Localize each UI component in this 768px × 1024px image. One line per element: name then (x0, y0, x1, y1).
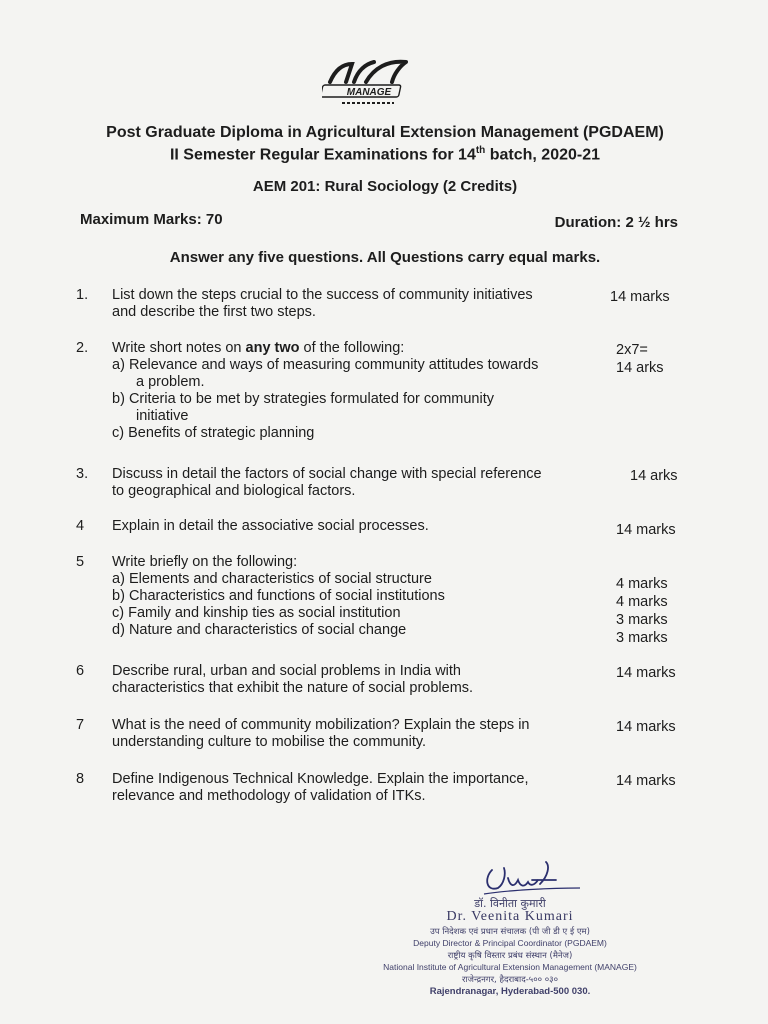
signatory-name: Dr. Veenita Kumari (446, 909, 574, 924)
duration: Duration: 2 ½ hrs (554, 214, 678, 231)
question-text: List down the steps crucial to the success of community initiatives and describe the first two steps. (112, 287, 533, 320)
signatory-title: Deputy Director & Principal Coordinator (PGDAEM) (413, 938, 607, 948)
question-number: 2. (76, 340, 89, 356)
institute-name: National Institute of Agricultural Extension Management (MANAGE) (383, 962, 637, 972)
address: Rajendranagar, Hyderabad-500 030. (429, 986, 591, 997)
manage-logo (322, 52, 418, 110)
sub-question: b) Criteria to be met by strategies formulated for community (112, 391, 494, 407)
question-text: Define Indigenous Technical Knowledge. Explain the importance, relevance and methodology of validation of ITKs. (112, 771, 529, 804)
question-number: 5 (76, 554, 85, 570)
question-marks: 14 marks (616, 665, 676, 681)
question-marks: 14 marks (616, 773, 676, 789)
question-text: Write short notes on any two of the following: a) Relevance and ways of measuring community attitudes towards a problem. b) Criteria to be met by strategies formulated for community initiative c) Benefits of strategic planning (112, 340, 592, 442)
maximum-marks: Maximum Marks: 70 (80, 211, 223, 228)
program-title: Post Graduate Diploma in Agricultural Extension Management (PGDAEM) (106, 124, 664, 141)
course-title: AEM 201: Rural Sociology (2 Credits) (252, 178, 518, 195)
question-marks: 2x7= (616, 342, 648, 358)
question-number: 6 (76, 663, 85, 679)
question-text: Explain in detail the associative social processes. (112, 518, 429, 534)
institute-name-hindi: राष्ट्रीय कृषि विस्तार प्रबंध संस्थान (मैनेज) (447, 951, 573, 961)
sub-question-marks: 4 marks (616, 594, 668, 610)
sub-question: a) Relevance and ways of measuring community attitudes towards (112, 357, 539, 373)
question-text: What is the need of community mobilization? Explain the steps in understanding culture to mobilise the community. (112, 717, 530, 750)
question-text: Write briefly on the following: a) Elements and characteristics of social structure b) Characteristics and functions of social institutions c) Family and kinship ties as social institution d) Nature and characteristics of social change (112, 554, 592, 639)
address-hindi: राजेन्द्रनगर, हैदराबाद-५०० ०३० (461, 975, 559, 985)
question-number: 4 (76, 518, 85, 534)
signatory-title-hindi: उप निदेशक एवं प्रधान संचालक (पी जी डी ए ई एम) (430, 927, 590, 937)
sub-question: d) Nature and characteristics of social change (112, 622, 407, 638)
sub-question: c) Benefits of strategic planning (112, 425, 315, 441)
instructions: Answer any five questions. All Questions carry equal marks. (169, 249, 601, 266)
sub-question-marks: 4 marks (616, 576, 668, 592)
question-text: Discuss in detail the factors of social change with special reference to geographical and biological factors. (112, 466, 542, 499)
sub-question: c) Family and kinship ties as social institution (112, 605, 401, 621)
question-number: 3. (76, 466, 89, 482)
sub-question-marks: 3 marks (616, 612, 668, 628)
question-marks: 14 arks (630, 468, 678, 484)
question-marks: 14 marks (616, 522, 676, 538)
question-number: 8 (76, 771, 85, 787)
sub-question-marks: 3 marks (616, 630, 668, 646)
question-marks: 14 marks (616, 719, 676, 735)
question-text: Describe rural, urban and social problems in India with characteristics that exhibit the nature of social problems. (112, 663, 474, 696)
signatory-name-hindi: डॉ. विनीता कुमारी (474, 897, 546, 910)
sub-question: b) Characteristics and functions of social institutions (112, 588, 445, 604)
exam-title: II Semester Regular Examinations for 14th batch, 2020-21 (169, 145, 601, 164)
question-marks: 14 arks (616, 360, 664, 376)
question-number: 1. (76, 287, 89, 303)
svg-text:MANAGE: MANAGE (346, 87, 392, 98)
question-marks: 14 marks (610, 289, 670, 305)
question-number: 7 (76, 717, 85, 733)
sub-question: a) Elements and characteristics of social structure (112, 571, 432, 587)
